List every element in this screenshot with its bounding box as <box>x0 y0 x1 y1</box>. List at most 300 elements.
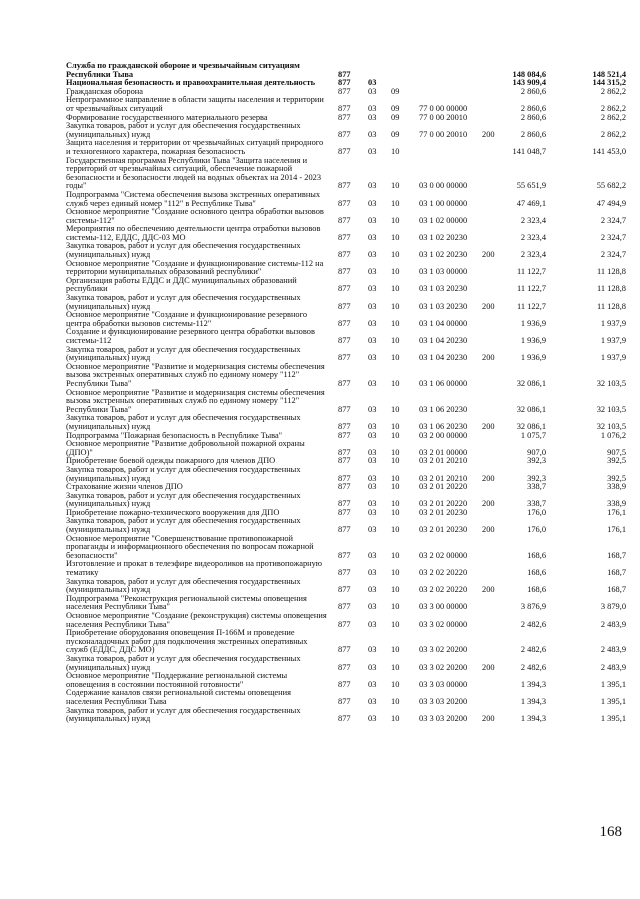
row-subsection-code: 09 <box>391 129 400 139</box>
row-target-code: 03 1 02 00000 <box>419 215 468 225</box>
row-target-code: 03 2 01 20210 <box>419 473 468 483</box>
row-subsection-code: 10 <box>391 198 400 208</box>
row-subsection-code: 10 <box>391 645 400 655</box>
row-name: Защита населения и территории от чрезвычайных ситуаций природного и техногенного характера, пожарная безопасность <box>66 138 324 156</box>
row-target-code: 77 0 00 00000 <box>419 103 468 113</box>
row-value-year-1: 11 122,7 <box>516 301 546 311</box>
row-name: Непрограммное направление в области защиты населения и территории от чрезвычайных ситуаций <box>66 95 324 113</box>
row-name: Основное мероприятие "Создание и функционирование системы-112 на территории муниципальных образований республики" <box>66 258 324 277</box>
table-row <box>66 629 626 655</box>
row-subsection-code: 10 <box>391 318 400 328</box>
row-subsection-code: 10 <box>391 473 400 483</box>
row-value-year-1: 2 860,6 <box>520 129 546 139</box>
row-value-year-1: 1 394,3 <box>520 679 546 689</box>
row-admin-code: 877 <box>338 78 351 88</box>
row-value-year-1: 1 936,9 <box>520 318 546 328</box>
row-value-year-1: 2 482,6 <box>520 645 546 655</box>
row-expense-type: 200 <box>482 250 495 260</box>
table-row <box>66 517 626 534</box>
row-subsection-code: 10 <box>391 550 400 560</box>
row-name: Основное мероприятие "Развитие добровольной пожарной охраны (ДПО)" <box>66 439 305 457</box>
row-admin-code: 877 <box>338 181 351 191</box>
table-row <box>66 191 626 208</box>
row-admin-code: 877 <box>338 103 351 113</box>
row-admin-code: 877 <box>338 525 351 535</box>
row-section-code: 03 <box>368 232 377 242</box>
row-subsection-code: 10 <box>391 662 400 672</box>
row-subsection-code: 10 <box>391 456 400 466</box>
row-name: Содержание каналов связи региональной системы оповещения населения Республики Тыва <box>66 688 291 706</box>
table-row <box>66 96 626 113</box>
row-value-year-1: 47 469,1 <box>516 198 546 208</box>
row-target-code: 03 2 02 00000 <box>419 550 468 560</box>
row-value-year-1: 1 394,3 <box>520 714 546 724</box>
row-subsection-code: 10 <box>391 525 400 535</box>
row-name: Основное мероприятие "Развитие и модернизация системы обеспечения вызова экстренных оперативных служб по единому номеру "112" Республики Тыва" <box>66 361 325 388</box>
row-subsection-code: 09 <box>391 103 400 113</box>
row-section-code: 03 <box>368 619 377 629</box>
row-section-code: 03 <box>368 86 377 96</box>
row-value-year-1: 338,7 <box>527 482 546 492</box>
row-value-year-1: 1 075,7 <box>520 430 546 440</box>
row-value-year-1: 3 876,9 <box>520 602 546 612</box>
row-value-year-1: 32 086,1 <box>516 404 546 414</box>
row-admin-code: 877 <box>338 602 351 612</box>
table-row <box>66 208 626 225</box>
table-row <box>66 62 626 79</box>
table-row <box>66 225 626 242</box>
row-target-code: 03 2 01 20230 <box>419 507 468 517</box>
row-value-year-1: 11 122,7 <box>516 284 546 294</box>
row-name: Основное мероприятие "Создание (реконструкция) системы оповещения населения Республики Тыва" <box>66 611 327 629</box>
row-target-code: 03 3 03 20200 <box>419 696 468 706</box>
row-section-code: 03 <box>368 129 377 139</box>
row-name: Закупка товаров, работ и услуг для обеспечения государственных (муниципальных) нужд <box>66 653 301 672</box>
row-value-year-1: 1 394,3 <box>520 696 546 706</box>
row-value-year-1: 2 860,6 <box>520 86 546 96</box>
row-target-code: 03 3 00 00000 <box>419 602 468 612</box>
row-admin-code: 877 <box>338 129 351 139</box>
row-admin-code: 877 <box>338 473 351 483</box>
row-expense-type: 200 <box>482 585 495 595</box>
table-row <box>66 414 626 431</box>
row-value-year-2: 168,7 <box>607 550 626 560</box>
row-value-year-2: 392,5 <box>607 473 626 483</box>
row-section-code: 03 <box>368 112 377 122</box>
row-name: Закупка товаров, работ и услуг для обеспечения государственных (муниципальных) нужд <box>66 576 301 595</box>
row-subsection-code: 10 <box>391 336 400 345</box>
table-row <box>66 560 626 577</box>
row-value-year-2: 1 395,1 <box>600 679 626 689</box>
row-name: Основное мероприятие "Создание основного центра обработки вызовов системы-112" <box>66 207 324 225</box>
row-admin-code: 877 <box>338 585 351 595</box>
row-subsection-code: 10 <box>391 507 400 517</box>
row-admin-code: 877 <box>338 250 351 260</box>
row-target-code: 03 1 03 00000 <box>419 267 468 277</box>
row-target-code: 03 3 03 20200 <box>419 714 468 724</box>
row-section-code: 03 <box>368 525 377 535</box>
row-target-code: 03 1 06 20230 <box>419 404 468 414</box>
row-admin-code: 877 <box>338 507 351 517</box>
row-subsection-code: 10 <box>391 267 400 277</box>
row-subsection-code: 10 <box>391 679 400 689</box>
row-name: Приобретение оборудования оповещения П-166М и проведение пусконаладочных работ для подключения экстренных оперативных служб (ЕДДС, ДДС МО) <box>66 628 308 655</box>
row-admin-code: 877 <box>338 301 351 311</box>
row-value-year-2: 148 521,4 <box>592 69 626 79</box>
row-target-code: 03 1 02 20230 <box>419 232 468 242</box>
row-name: Основное мероприятие "Поддержание региональной системы оповещения в состоянии постоянной готовности" <box>66 671 288 689</box>
row-subsection-code: 10 <box>391 146 400 156</box>
row-target-code: 03 1 03 20230 <box>419 284 468 294</box>
table-row <box>66 122 626 139</box>
row-admin-code: 877 <box>338 550 351 560</box>
row-value-year-1: 176,0 <box>527 525 546 535</box>
row-section-code: 03 <box>368 696 377 706</box>
row-section-code: 03 <box>368 284 377 294</box>
row-admin-code: 877 <box>338 619 351 629</box>
row-section-code: 03 <box>368 336 377 345</box>
row-value-year-1: 338,7 <box>527 499 546 509</box>
row-value-year-1: 1 936,9 <box>520 353 546 363</box>
row-admin-code: 877 <box>338 146 351 156</box>
row-value-year-2: 144 315,2 <box>592 78 626 88</box>
row-value-year-2: 2 324,7 <box>600 232 626 242</box>
row-value-year-2: 32 103,5 <box>596 421 626 431</box>
table-row <box>66 466 626 483</box>
row-admin-code: 877 <box>338 456 351 466</box>
row-section-code: 03 <box>368 318 377 328</box>
row-admin-code: 877 <box>338 430 351 440</box>
row-value-year-1: 1 936,9 <box>520 336 546 345</box>
row-value-year-1: 2 860,6 <box>520 112 546 122</box>
row-subsection-code: 10 <box>391 447 400 457</box>
budget-table <box>66 62 626 724</box>
row-admin-code: 877 <box>338 679 351 689</box>
page-number: 168 <box>599 824 622 840</box>
row-section-code: 03 <box>368 507 377 517</box>
row-section-code: 03 <box>368 456 377 466</box>
row-name: Национальная безопасность и правоохранительная деятельность <box>66 78 316 88</box>
row-value-year-1: 2 323,4 <box>520 215 546 225</box>
row-subsection-code: 10 <box>391 714 400 724</box>
row-value-year-1: 2 323,4 <box>520 232 546 242</box>
row-name: Закупка товаров, работ и услуг для обеспечения государственных (муниципальных) нужд <box>66 413 301 431</box>
row-target-code: 03 1 03 20230 <box>419 301 468 311</box>
row-subsection-code: 10 <box>391 568 400 578</box>
table-row <box>66 689 626 706</box>
row-name: Государственная программа Республики Тыва "Защита населения и территорий от чрезвычайных ситуаций, обеспечение пожарной безопасности и безопасности людей на водных объектах на 2014 - 2023 годы" <box>66 155 322 191</box>
row-subsection-code: 10 <box>391 353 400 363</box>
row-target-code: 03 1 04 00000 <box>419 318 468 328</box>
row-value-year-2: 176,1 <box>607 525 626 535</box>
row-subsection-code: 10 <box>391 499 400 509</box>
row-target-code: 03 2 00 00000 <box>419 430 468 440</box>
row-section-code: 03 <box>368 378 377 388</box>
row-expense-type: 200 <box>482 473 495 483</box>
row-target-code: 03 1 00 00000 <box>419 198 468 208</box>
row-value-year-1: 2 482,6 <box>520 662 546 672</box>
row-target-code: 03 3 02 20200 <box>419 662 468 672</box>
row-section-code: 03 <box>368 585 377 595</box>
row-name: Страхование жизни членов ДПО <box>66 482 183 492</box>
row-name: Организация работы ЕДДС и ДДС муниципальных образований республики <box>66 275 297 294</box>
table-row <box>66 139 626 156</box>
row-admin-code: 877 <box>338 662 351 672</box>
row-name: Подпрограмма "Система обеспечения вызова экстренных оперативных служб через единый номер "112" в Республике Тыва" <box>66 189 321 208</box>
row-admin-code: 877 <box>338 568 351 578</box>
row-value-year-2: 2 483,9 <box>600 619 626 629</box>
table-row <box>66 655 626 672</box>
row-section-code: 03 <box>368 146 377 156</box>
row-expense-type: 200 <box>482 714 495 724</box>
row-value-year-2: 11 128,8 <box>596 267 626 277</box>
row-target-code: 03 3 03 00000 <box>419 679 468 689</box>
row-section-code: 03 <box>368 250 377 260</box>
table-row <box>66 277 626 294</box>
row-admin-code: 877 <box>338 318 351 328</box>
row-name: Закупка товаров, работ и услуг для обеспечения государственных (муниципальных) нужд <box>66 344 301 363</box>
row-section-code: 03 <box>368 679 377 689</box>
row-subsection-code: 10 <box>391 250 400 260</box>
row-value-year-2: 168,7 <box>607 585 626 595</box>
row-value-year-2: 47 494,9 <box>596 198 626 208</box>
row-value-year-2: 1 937,9 <box>600 336 626 345</box>
row-name: Подпрограмма "Реконструкция региональной системы оповещения населения Республики Тыва" <box>66 593 307 612</box>
table-row <box>66 595 626 612</box>
row-value-year-1: 143 909,4 <box>512 78 546 88</box>
table-row <box>66 612 626 629</box>
table-row <box>66 311 626 328</box>
row-name: Закупка товаров, работ и услуг для обеспечения государственных (муниципальных) нужд <box>66 516 301 535</box>
row-value-year-1: 392,3 <box>527 473 546 483</box>
row-name: Приобретение боевой одежды пожарного для членов ДПО <box>66 456 276 466</box>
row-value-year-1: 11 122,7 <box>516 267 546 277</box>
row-admin-code: 877 <box>338 353 351 363</box>
row-value-year-2: 338,9 <box>607 499 626 509</box>
row-name: Основное мероприятие "Совершенствование противопожарной пропаганды и информационного обеспечения по вопросам пожарной безопасности" <box>66 533 314 560</box>
row-subsection-code: 10 <box>391 482 400 492</box>
row-section-code: 03 <box>368 301 377 311</box>
row-target-code: 77 0 00 20010 <box>419 129 468 139</box>
row-expense-type: 200 <box>482 129 495 139</box>
row-name: Закупка товаров, работ и услуг для обеспечения государственных (муниципальных) нужд <box>66 293 301 311</box>
row-value-year-1: 392,3 <box>527 456 546 466</box>
row-subsection-code: 10 <box>391 430 400 440</box>
table-row <box>66 672 626 689</box>
row-admin-code: 877 <box>338 421 351 431</box>
row-target-code: 03 2 02 20220 <box>419 585 468 595</box>
row-value-year-1: 907,0 <box>527 447 546 457</box>
row-value-year-2: 1 076,2 <box>600 430 626 440</box>
row-value-year-1: 32 086,1 <box>516 378 546 388</box>
row-admin-code: 877 <box>338 714 351 724</box>
row-value-year-2: 3 879,0 <box>600 602 626 612</box>
row-value-year-2: 1 937,9 <box>600 353 626 363</box>
row-admin-code: 877 <box>338 482 351 492</box>
row-value-year-2: 2 324,7 <box>600 215 626 225</box>
row-subsection-code: 10 <box>391 619 400 629</box>
row-section-code: 03 <box>368 482 377 492</box>
row-expense-type: 200 <box>482 421 495 431</box>
row-value-year-2: 1 937,9 <box>600 318 626 328</box>
row-target-code: 77 0 00 20010 <box>419 112 468 122</box>
row-expense-type: 200 <box>482 662 495 672</box>
row-name: Приобретение пожарно-технического вооружения для ДПО <box>66 507 280 517</box>
row-value-year-1: 32 086,1 <box>516 421 546 431</box>
row-section-code: 03 <box>368 714 377 724</box>
row-admin-code: 877 <box>338 404 351 414</box>
table-row <box>66 242 626 259</box>
row-section-code: 03 <box>368 198 377 208</box>
row-section-code: 03 <box>368 662 377 672</box>
row-target-code: 03 1 04 20230 <box>419 353 468 363</box>
row-admin-code: 877 <box>338 112 351 122</box>
row-section-code: 03 <box>368 473 377 483</box>
row-expense-type: 200 <box>482 353 495 363</box>
row-subsection-code: 10 <box>391 181 400 191</box>
row-expense-type: 200 <box>482 301 495 311</box>
row-value-year-1: 55 651,9 <box>516 181 546 191</box>
row-admin-code: 877 <box>338 267 351 277</box>
table-row <box>66 492 626 509</box>
row-admin-code: 877 <box>338 284 351 294</box>
row-value-year-2: 2 862,2 <box>600 112 626 122</box>
row-section-code: 03 <box>368 430 377 440</box>
row-subsection-code: 10 <box>391 215 400 225</box>
table-row <box>66 294 626 311</box>
row-target-code: 03 1 06 20230 <box>419 421 468 431</box>
row-name: Закупка товаров, работ и услуг для обеспечения государственных (муниципальных) нужд <box>66 705 301 724</box>
table-row <box>66 346 626 363</box>
row-expense-type: 200 <box>482 525 495 535</box>
row-section-code: 03 <box>368 78 377 88</box>
row-value-year-2: 1 395,1 <box>600 696 626 706</box>
row-name: Закупка товаров, работ и услуг для обеспечения государственных (муниципальных) нужд <box>66 464 301 483</box>
row-section-code: 03 <box>368 103 377 113</box>
row-name: Закупка товаров, работ и услуг для обеспечения государственных (муниципальных) нужд <box>66 121 301 139</box>
row-target-code: 03 2 01 20220 <box>419 499 468 509</box>
row-subsection-code: 10 <box>391 696 400 706</box>
row-target-code: 03 1 06 00000 <box>419 378 468 388</box>
row-target-code: 03 3 02 20200 <box>419 645 468 655</box>
row-section-code: 03 <box>368 353 377 363</box>
row-admin-code: 877 <box>338 215 351 225</box>
row-admin-code: 877 <box>338 198 351 208</box>
row-target-code: 03 2 01 20210 <box>419 456 468 466</box>
row-target-code: 03 2 01 20220 <box>419 482 468 492</box>
row-value-year-2: 392,5 <box>607 456 626 466</box>
row-name: Закупка товаров, работ и услуг для обеспечения государственных (муниципальных) нужд <box>66 241 301 260</box>
table-row <box>66 328 626 345</box>
table-row <box>66 363 626 389</box>
row-value-year-2: 32 103,5 <box>596 378 626 388</box>
row-subsection-code: 10 <box>391 585 400 595</box>
row-value-year-2: 2 862,2 <box>600 129 626 139</box>
row-name: Создание и функционирование резервного центра обработки вызовов системы-112 <box>66 327 315 345</box>
row-section-code: 03 <box>368 602 377 612</box>
table-row <box>66 157 626 191</box>
row-admin-code: 877 <box>338 378 351 388</box>
table-row <box>66 535 626 561</box>
row-admin-code: 877 <box>338 86 351 96</box>
row-target-code: 03 2 01 00000 <box>419 447 468 457</box>
row-admin-code: 877 <box>338 499 351 509</box>
row-subsection-code: 10 <box>391 421 400 431</box>
row-value-year-1: 2 860,6 <box>520 103 546 113</box>
row-subsection-code: 10 <box>391 378 400 388</box>
row-subsection-code: 10 <box>391 602 400 612</box>
row-value-year-1: 148 084,6 <box>512 69 546 79</box>
table-row <box>66 440 626 457</box>
row-section-code: 03 <box>368 215 377 225</box>
row-value-year-1: 176,0 <box>527 507 546 517</box>
table-row <box>66 578 626 595</box>
row-value-year-1: 168,6 <box>527 550 546 560</box>
row-value-year-2: 2 862,2 <box>600 103 626 113</box>
row-subsection-code: 10 <box>391 301 400 311</box>
row-name: Закупка товаров, работ и услуг для обеспечения государственных (муниципальных) нужд <box>66 490 301 509</box>
row-section-code: 03 <box>368 645 377 655</box>
row-value-year-2: 176,1 <box>607 507 626 517</box>
row-name: Основное мероприятие "Создание и функционирование резервного центра обработки вызовов системы-112" <box>66 310 308 328</box>
row-section-code: 03 <box>368 181 377 191</box>
row-value-year-2: 338,9 <box>607 482 626 492</box>
row-name: Гражданская оборона <box>66 86 143 96</box>
row-value-year-1: 2 482,6 <box>520 619 546 629</box>
table-row <box>66 707 626 724</box>
row-value-year-1: 168,6 <box>527 568 546 578</box>
row-value-year-2: 1 395,1 <box>600 714 626 724</box>
row-section-code: 03 <box>368 550 377 560</box>
row-target-code: 03 1 04 20230 <box>419 336 468 345</box>
row-name: Основное мероприятие "Развитие и модернизация системы обеспечения вызова экстренных оперативных служб по единому номеру "112" Республики Тыва" <box>66 387 325 414</box>
row-value-year-2: 11 128,8 <box>596 284 626 294</box>
row-value-year-2: 2 862,2 <box>600 86 626 96</box>
row-subsection-code: 10 <box>391 404 400 414</box>
row-target-code: 03 3 02 00000 <box>419 619 468 629</box>
row-value-year-1: 2 323,4 <box>520 250 546 260</box>
row-name: Мероприятия по обеспечению деятельности центра отработки вызовов системы-112, ЕДДС, ДДС-03 МО <box>66 224 321 242</box>
row-subsection-code: 10 <box>391 232 400 242</box>
row-value-year-2: 32 103,5 <box>596 404 626 414</box>
row-admin-code: 877 <box>338 69 351 79</box>
row-section-code: 03 <box>368 267 377 277</box>
row-section-code: 03 <box>368 499 377 509</box>
table-row <box>66 389 626 415</box>
row-value-year-2: 11 128,8 <box>596 301 626 311</box>
row-admin-code: 877 <box>338 232 351 242</box>
row-admin-code: 877 <box>338 447 351 457</box>
row-value-year-1: 141 048,7 <box>512 146 546 156</box>
row-name: Изготовление и прокат в телеэфире видеороликов на противопожарную тематику <box>66 559 323 578</box>
row-value-year-2: 2 483,9 <box>600 645 626 655</box>
table-row <box>66 260 626 277</box>
row-subsection-code: 10 <box>391 284 400 294</box>
row-value-year-2: 2 483,9 <box>600 662 626 672</box>
row-name: Формирование государственного материального резерва <box>66 112 268 122</box>
row-value-year-1: 168,6 <box>527 585 546 595</box>
row-target-code: 03 1 02 20230 <box>419 250 468 260</box>
row-section-code: 03 <box>368 568 377 578</box>
row-value-year-2: 141 453,0 <box>592 146 626 156</box>
row-target-code: 03 2 01 20230 <box>419 525 468 535</box>
row-name: Подпрограмма "Пожарная безопасность в Республике Тыва" <box>66 430 283 440</box>
row-value-year-2: 168,7 <box>607 568 626 578</box>
row-section-code: 03 <box>368 404 377 414</box>
row-target-code: 03 0 00 00000 <box>419 181 468 191</box>
row-admin-code: 877 <box>338 696 351 706</box>
row-subsection-code: 09 <box>391 112 400 122</box>
